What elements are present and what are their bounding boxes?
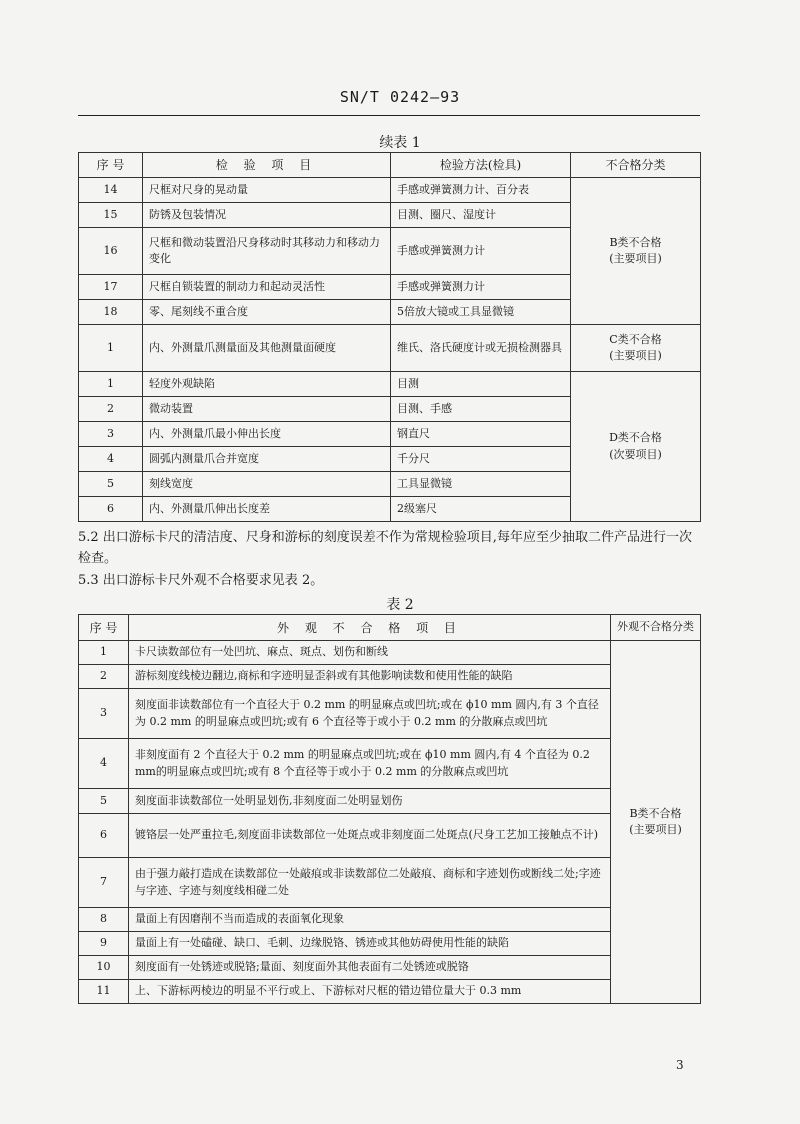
row-method: 手感或弹簧测力计: [391, 228, 571, 275]
row-seq: 3: [79, 422, 143, 447]
table-row: [79, 858, 701, 908]
row-item: 镀铬层一处严重拉毛,刻度面非读数部位一处斑点或非刻度面二处斑点(尺身工艺加工接触点不计): [129, 814, 611, 858]
table-row: [79, 178, 701, 203]
table-row: [79, 665, 701, 689]
table1-caption: 续表 1: [379, 135, 421, 151]
row-seq: 11: [79, 980, 129, 1004]
table1-header-row: [79, 153, 701, 178]
class-d-line1: D类不合格: [609, 431, 662, 444]
table-row: [79, 372, 701, 397]
row-item: 刻度面非读数部位有一个直径大于 0.2 mm 的明显麻点或凹坑;或在 ϕ10 mm 圆内,有 3 个直径为 0.2 mm 的明显麻点或凹坑;或有 6 个直径等于或小于 0.2 mm 的分散麻点或凹坑: [129, 689, 611, 739]
standard-number: SN/T 0242—93: [339, 88, 461, 106]
row-method: 工具显微镜: [391, 472, 571, 497]
row-seq: 5: [79, 789, 129, 814]
row-item: 内、外测量爪测量面及其他测量面硬度: [143, 325, 391, 372]
row-item: 游标刻度线棱边翻边,商标和字迹明显歪斜或有其他影响读数和使用性能的缺陷: [129, 665, 611, 689]
table2-class-line1: B类不合格: [629, 806, 682, 820]
table-row: [79, 325, 701, 372]
row-seq: 7: [79, 858, 129, 908]
row-seq: 3: [79, 689, 129, 739]
page-number: 3: [676, 1058, 684, 1072]
class-b-line2: (主要项目): [609, 252, 662, 265]
row-seq: 16: [79, 228, 143, 275]
row-item: 微动装置: [143, 397, 391, 422]
table2-header-item: 外 观 不 合 格 项 目: [129, 615, 611, 641]
row-seq: 8: [79, 908, 129, 932]
table2-header-class: 外观不合格分类: [611, 615, 701, 641]
row-method: 手感或弹簧测力计、百分表: [391, 178, 571, 203]
row-item: 尺框和微动装置沿尺身移动时其移动力和移动力变化: [143, 228, 391, 275]
table2-class-line2: (主要项目): [629, 823, 682, 836]
table1-header-item: 检 验 项 目: [143, 153, 391, 178]
row-item: 轻度外观缺陷: [143, 372, 391, 397]
row-method: 目测、手感: [391, 397, 571, 422]
table-row: [79, 641, 701, 665]
class-b-line1: B类不合格: [609, 235, 662, 249]
table-row: [79, 956, 701, 980]
row-seq: 9: [79, 932, 129, 956]
row-seq: 5: [79, 472, 143, 497]
row-item: 卡尺读数部位有一处凹坑、麻点、斑点、划伤和断线: [129, 641, 611, 665]
row-seq: 2: [79, 397, 143, 422]
class-c-line1: C类不合格: [609, 332, 662, 346]
row-seq: 17: [79, 275, 143, 300]
row-seq: 6: [79, 814, 129, 858]
table-row: [79, 980, 701, 1004]
row-item: 量面上有因磨削不当而造成的表面氧化现象: [129, 908, 611, 932]
table2-class-cell: [611, 641, 701, 1004]
class-cell-d: [571, 372, 701, 522]
table1-header-method: 检验方法(检具): [391, 153, 571, 178]
paragraph-5-2: 5.2 出口游标卡尺的清洁度、尺身和游标的刻度误差不作为常规检验项目,每年应至少抽取二件产品进行一次检查。: [78, 530, 692, 566]
row-method: 千分尺: [391, 447, 571, 472]
table-row: [79, 789, 701, 814]
row-item: 零、尾刻线不重合度: [143, 300, 391, 325]
table-row: [79, 932, 701, 956]
row-seq: 6: [79, 497, 143, 522]
row-item: 圆弧内测量爪合并宽度: [143, 447, 391, 472]
row-item: 量面上有一处磕碰、缺口、毛刺、边缘脱铬、锈迹或其他妨碍使用性能的缺陷: [129, 932, 611, 956]
class-c-line2: (主要项目): [609, 349, 662, 362]
row-item: 非刻度面有 2 个直径大于 0.2 mm 的明显麻点或凹坑;或在 ϕ10 mm 圆内,有 4 个直径为 0.2 mm的明显麻点或凹坑;或有 8 个直径等于或小于 0.2 mm 的分散麻点或凹坑: [129, 739, 611, 789]
row-method: 维氏、洛氏硬度计或无损检测器具: [391, 325, 571, 372]
row-seq: 1: [79, 641, 129, 665]
row-item: 刻度面有一处锈迹或脱铬;量面、刻度面外其他表面有二处锈迹或脱铬: [129, 956, 611, 980]
row-seq: 1: [79, 325, 143, 372]
row-item: 上、下游标两棱边的明显不平行或上、下游标对尺框的错边错位量大于 0.3 mm: [129, 980, 611, 1004]
row-seq: 4: [79, 447, 143, 472]
row-item: 刻线宽度: [143, 472, 391, 497]
row-item: 内、外测量爪最小伸出长度: [143, 422, 391, 447]
row-seq: 2: [79, 665, 129, 689]
table2: [78, 614, 701, 1004]
class-d-line2: (次要项目): [609, 447, 662, 461]
row-method: 手感或弹簧测力计: [391, 275, 571, 300]
table-row: [79, 739, 701, 789]
header-rule: [78, 115, 700, 116]
table-row: [79, 689, 701, 739]
row-seq: 18: [79, 300, 143, 325]
class-cell-c: [571, 325, 701, 372]
row-seq: 4: [79, 739, 129, 789]
row-method: 目测、圈尺、湿度计: [391, 203, 571, 228]
row-item: 防锈及包装情况: [143, 203, 391, 228]
table2-header-row: [79, 615, 701, 641]
paragraph-5-3: 5.3 出口游标卡尺外观不合格要求见表 2。: [78, 573, 324, 588]
row-item: 由于强力敲打造成在读数部位一处敲痕或非读数部位二处敲痕、商标和字迹划伤或断线二处;字迹与字迹、字迹与刻度线相碰二处: [129, 858, 611, 908]
table-row: [79, 814, 701, 858]
class-cell-b: [571, 178, 701, 325]
table1: [78, 152, 701, 522]
row-seq: 10: [79, 956, 129, 980]
table2-caption: 表 2: [386, 597, 414, 613]
table2-header-seq: 序 号: [79, 615, 129, 641]
table1-header-class: 不合格分类: [571, 153, 701, 178]
row-method: 目测: [391, 372, 571, 397]
row-method: 钢直尺: [391, 422, 571, 447]
row-method: 2级塞尺: [391, 497, 571, 522]
row-seq: 15: [79, 203, 143, 228]
row-seq: 1: [79, 372, 143, 397]
table1-header-seq: 序 号: [79, 153, 143, 178]
table-row: [79, 908, 701, 932]
row-item: 内、外测量爪伸出长度差: [143, 497, 391, 522]
row-item: 尺框对尺身的晃动量: [143, 178, 391, 203]
row-item: 尺框自锁装置的制动力和起动灵活性: [143, 275, 391, 300]
row-method: 5倍放大镜或工具显微镜: [391, 300, 571, 325]
row-seq: 14: [79, 178, 143, 203]
row-item: 刻度面非读数部位一处明显划伤,非刻度面二处明显划伤: [129, 789, 611, 814]
